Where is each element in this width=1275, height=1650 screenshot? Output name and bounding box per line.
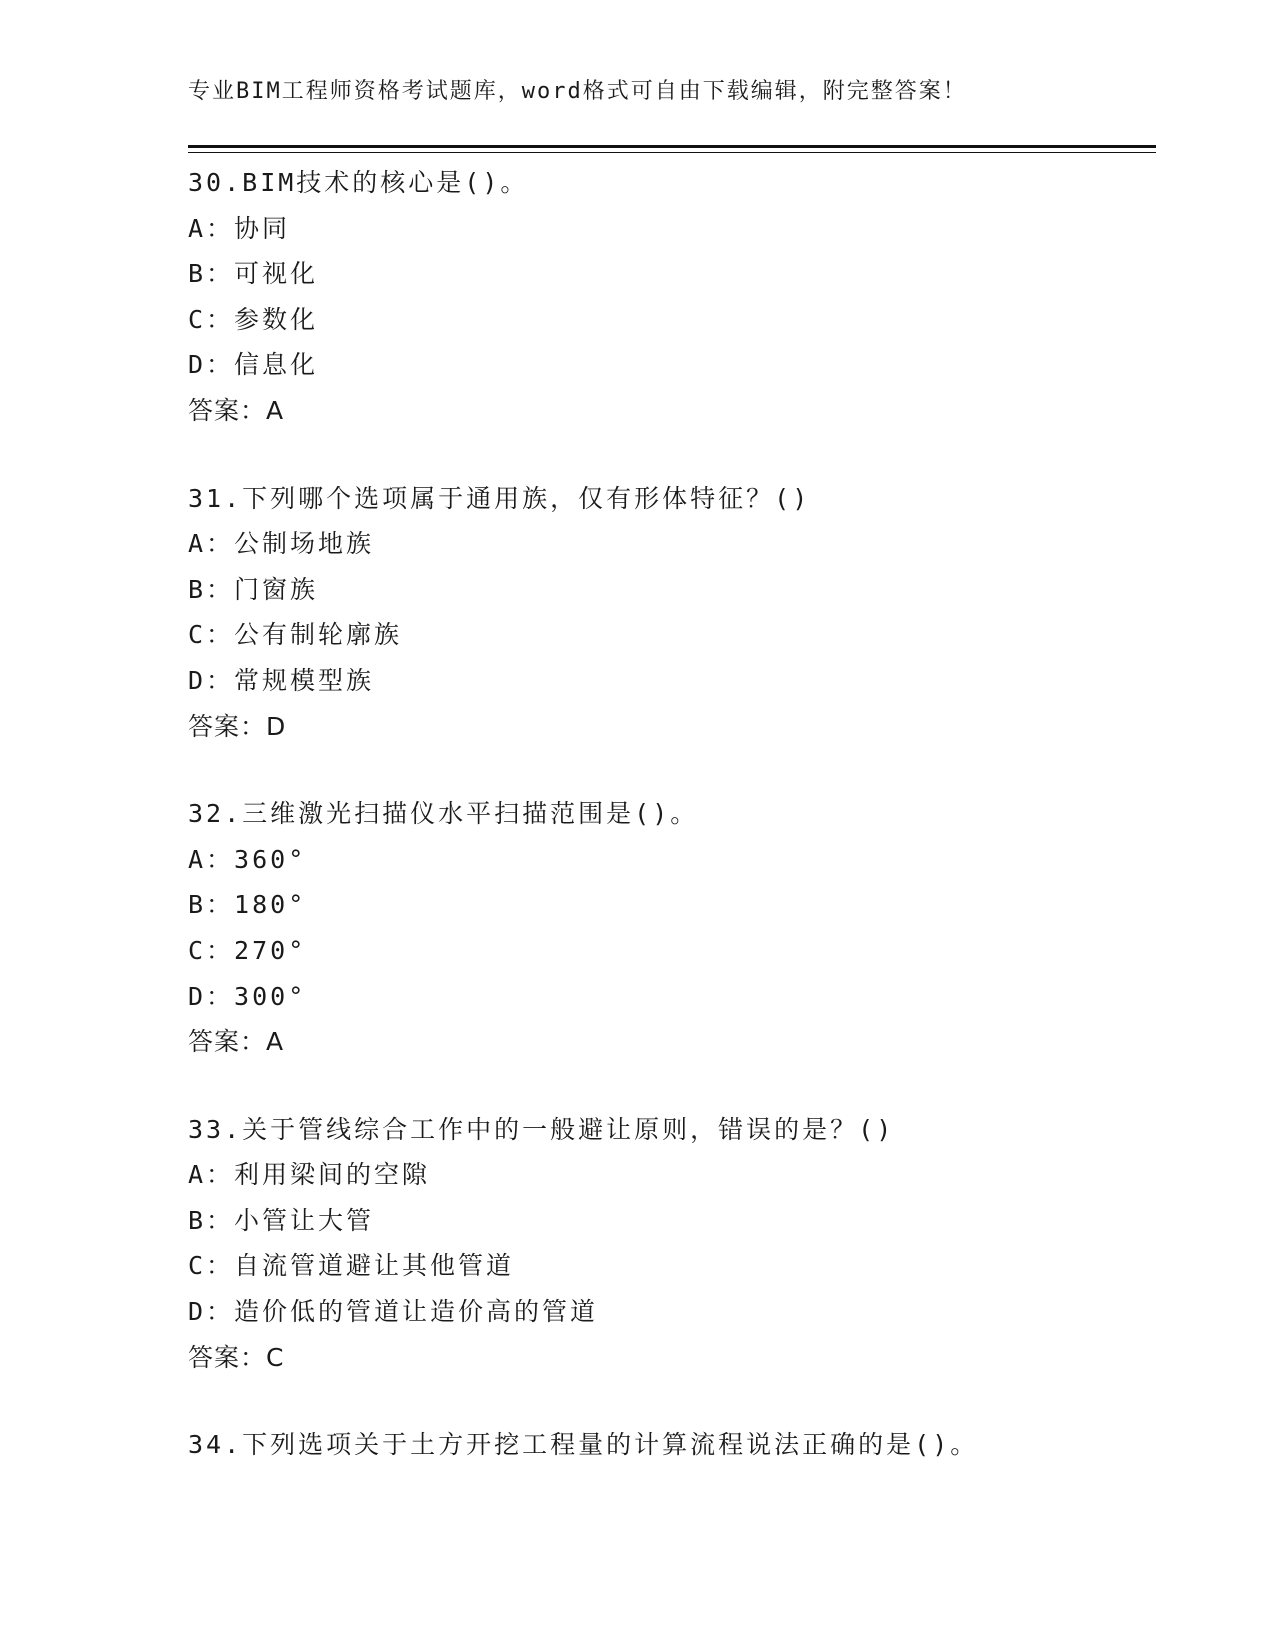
question-stem: 34.下列选项关于土方开挖工程量的计算流程说法正确的是()。	[188, 1430, 979, 1460]
option-c: C：自流管道避让其他管道	[188, 1251, 515, 1281]
question-31	[188, 476, 1156, 750]
option-b: B：可视化	[188, 259, 319, 289]
option-d: D：常规模型族	[188, 665, 375, 695]
option-b: B：180°	[188, 890, 307, 920]
header-rule-thick	[188, 145, 1156, 148]
option-a: A：公制场地族	[188, 529, 375, 559]
option-a: A：协同	[188, 213, 291, 243]
option-c: C：公有制轮廓族	[188, 620, 403, 650]
option-c: C：参数化	[188, 304, 319, 334]
option-b: B：小管让大管	[188, 1205, 375, 1235]
option-a: A：360°	[188, 844, 307, 874]
question-stem: 30.BIM技术的核心是()。	[188, 168, 529, 197]
question-30	[188, 160, 1156, 434]
question-stem: 32.三维激光扫描仪水平扫描范围是()。	[188, 799, 699, 829]
answer-line: 答案：A	[188, 1027, 285, 1057]
answer-line: 答案：D	[188, 711, 287, 741]
question-33	[188, 1107, 1156, 1381]
header-rule-thin	[188, 152, 1156, 153]
option-a: A：利用梁间的空隙	[188, 1160, 431, 1190]
option-d: D：信息化	[188, 350, 319, 380]
question-list	[188, 160, 1156, 1510]
option-d: D：造价低的管道让造价高的管道	[188, 1297, 599, 1327]
page-header: 专业BIM工程师资格考试题库，word格式可自由下载编辑，附完整答案！	[188, 79, 967, 104]
question-stem: 31.下列哪个选项属于通用族，仅有形体特征？()	[188, 483, 811, 513]
answer-line: 答案：C	[188, 1342, 285, 1372]
option-c: C：270°	[188, 935, 307, 965]
option-b: B：门窗族	[188, 574, 319, 604]
answer-line: 答案：A	[188, 395, 285, 425]
question-34	[188, 1422, 1156, 1468]
question-stem: 33.关于管线综合工作中的一般避让原则，错误的是？()	[188, 1114, 895, 1144]
question-32	[188, 791, 1156, 1065]
option-d: D：300°	[188, 981, 307, 1011]
